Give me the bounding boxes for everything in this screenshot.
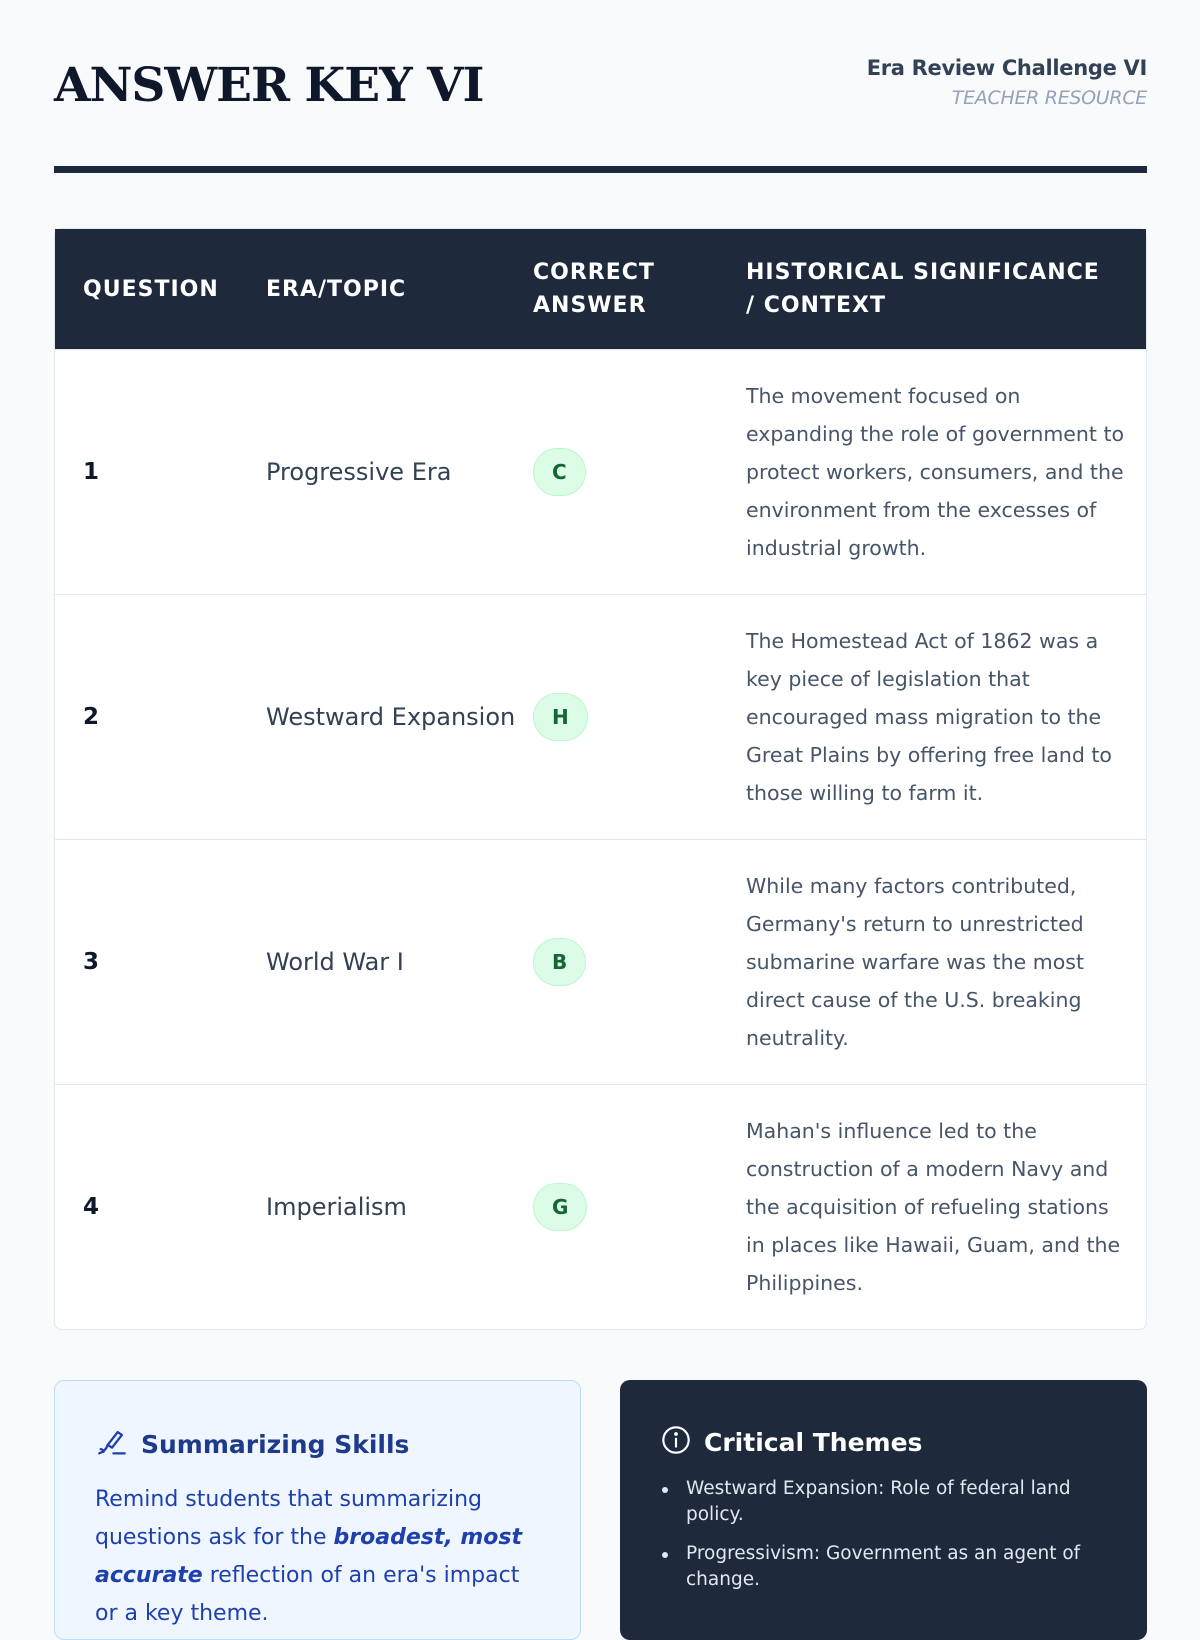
page-title: ANSWER KEY VI: [54, 58, 484, 113]
table-row: [55, 839, 1146, 1084]
critical-themes-card: [620, 1380, 1147, 1640]
themes-list: [660, 1476, 1107, 1593]
question-number: 2: [83, 704, 100, 730]
skills-card-header: [95, 1425, 540, 1463]
header-subtitle: Era Review Challenge VI: [866, 56, 1147, 80]
table-row: [55, 349, 1146, 594]
signature-icon: [95, 1425, 129, 1463]
skills-text-emphasis: broadest, most accurate: [95, 1525, 523, 1588]
list-item: Progressivism: Government as an agent of change.: [660, 1541, 1107, 1593]
answer-key-page: [54, 0, 1147, 1626]
context-text: While many factors contributed, Germany's return to unrestricted submarine warfare was the most direct cause of the U.S. breaking neutrality.: [746, 874, 1085, 1050]
answer-badge: H: [533, 693, 588, 741]
question-number: 3: [83, 949, 100, 975]
header-meta: [867, 56, 1147, 109]
header-kicker: TEACHER RESOURCE: [951, 87, 1147, 109]
answer-table: [54, 228, 1147, 1330]
era-topic: Imperialism: [266, 1192, 407, 1221]
skills-card-text: [95, 1481, 540, 1633]
answer-badge: B: [533, 938, 586, 986]
column-header-era: ERA/TOPIC: [266, 276, 407, 302]
era-topic: Progressive Era: [266, 457, 452, 486]
skills-text-part: Remind students that summarizing questions ask for the: [95, 1487, 482, 1550]
skills-card-title: Summarizing Skills: [141, 1429, 410, 1459]
page-header: [54, 0, 1147, 172]
era-topic: Westward Expansion: [266, 702, 516, 731]
table-row: [55, 594, 1146, 839]
question-number: 4: [83, 1194, 100, 1220]
answer-badge: C: [533, 448, 586, 496]
context-text: The movement focused on expanding the role of government to protect workers, consumers, and the environment from the excesses of industrial growth.: [746, 384, 1125, 560]
themes-card-title: Critical Themes: [704, 1427, 923, 1457]
table-header: [55, 229, 1146, 349]
answer-badge: G: [533, 1183, 587, 1231]
answer-cell: [533, 840, 586, 1084]
answer-cell: [533, 595, 588, 839]
skills-text-part: reflection of an era's impact or a key theme.: [95, 1563, 520, 1626]
column-header-answer: CORRECT ANSWER: [533, 260, 655, 318]
question-number: 1: [83, 459, 100, 485]
table-row: [55, 1084, 1146, 1329]
column-header-context: HISTORICAL SIGNIFICANCE / CONTEXT: [746, 260, 1100, 318]
answer-cell: [533, 1085, 587, 1329]
era-topic: World War I: [266, 947, 404, 976]
header-divider: [54, 166, 1147, 173]
context-text: Mahan's influence led to the construction of a modern Navy and the acquisition of refueling stations in places like Hawaii, Guam, and the Philippines.: [746, 1119, 1121, 1295]
answer-cell: [533, 350, 586, 594]
context-text: The Homestead Act of 1862 was a key piece of legislation that encouraged mass migration to the Great Plains by offering free land to those willing to farm it.: [746, 629, 1112, 805]
info-icon: [660, 1424, 692, 1460]
list-item: Westward Expansion: Role of federal land policy.: [660, 1476, 1107, 1528]
summarizing-skills-card: [54, 1380, 581, 1640]
themes-card-header: [660, 1424, 1107, 1460]
column-header-question: QUESTION: [83, 276, 219, 302]
